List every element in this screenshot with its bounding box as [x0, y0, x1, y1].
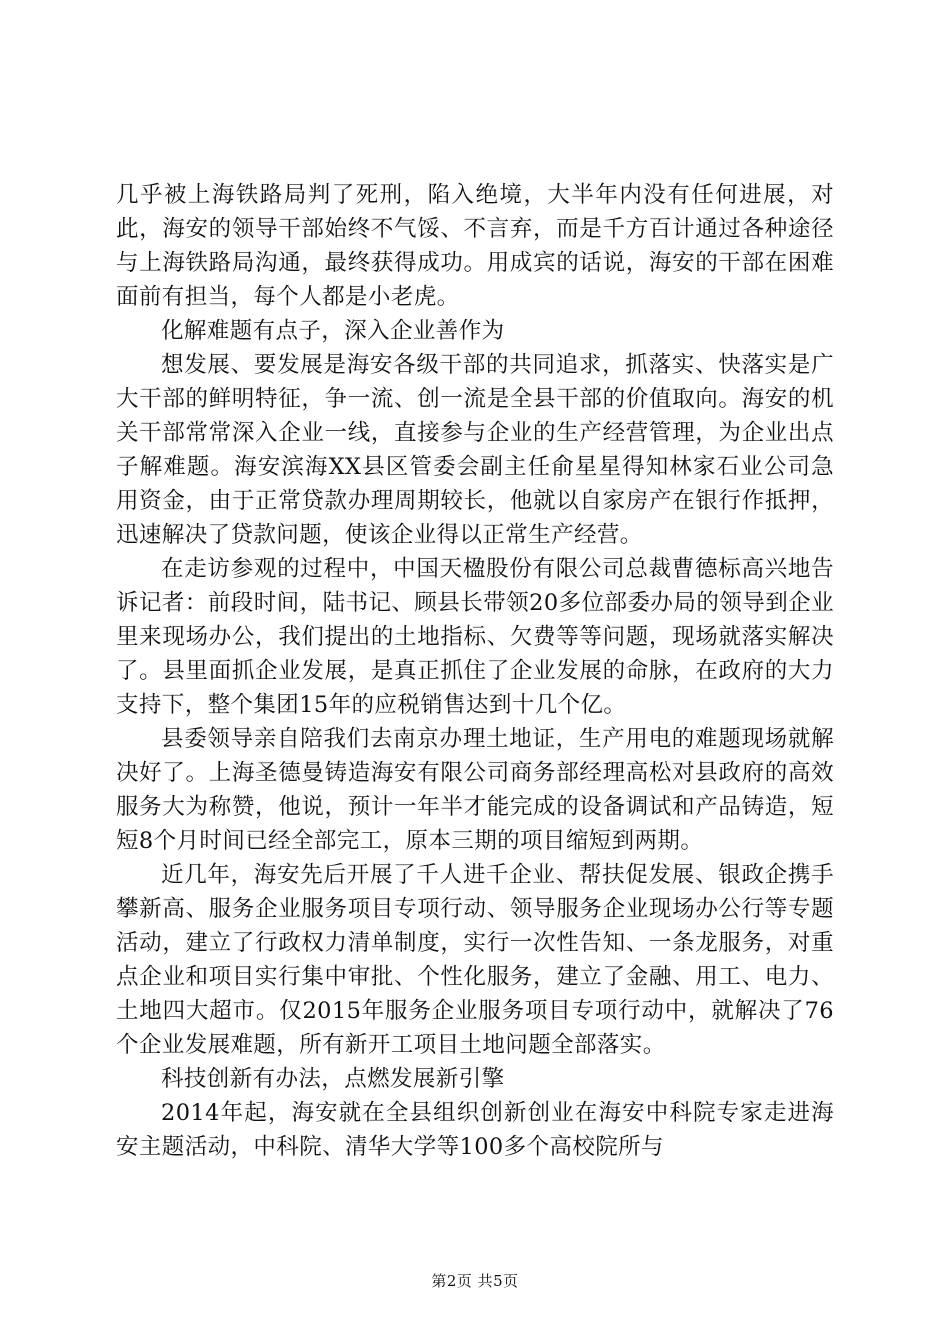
paragraph-continued: 几乎被上海铁路局判了死刑，陷入绝境，大半年内没有任何进展，对此，海安的领导干部始终不气馁、不言弃，而是千方百计通过各种途径与上海铁路局沟通，最终获得成功。用成宾的话说，海安的干部在困难面前有担当，每个人都是小老虎。 [116, 182, 834, 310]
paragraph-tianying-visit: 在走访参观的过程中，中国天楹股份有限公司总裁曹德标高兴地告诉记者：前段时间，陆书记、顾县长带领20多位部委办局的领导到企业里来现场办公，我们提出的土地指标、欠费等等问题，现场就落实解决了。县里面抓企业发展，是真正抓住了企业发展的命脉，在政府的大力支持下，整个集团15年的应税销售达到十几个亿。 [116, 556, 834, 718]
section-heading-problem-solving: 化解难题有点子，深入企业善作为 [161, 318, 505, 344]
paragraph-county-leaders: 县委领导亲自陪我们去南京办理土地证，生产用电的难题现场就解决好了。上海圣德曼铸造海安有限公司商务部经理高松对县政府的高效服务大为称赞，他说，预计一年半才能完成的设备调试和产品铸造，短短8个月时间已经全部完工，原本三期的项目缩短到两期。 [116, 726, 834, 854]
section-heading-innovation: 科技创新有办法，点燃发展新引擎 [161, 1066, 505, 1092]
body-text [116, 178, 834, 1164]
page-footer: 第2页 共5页 [431, 1272, 519, 1290]
paragraph-cadres-pursuit: 想发展、要发展是海安各级干部的共同追求，抓落实、快落实是广大干部的鲜明特征，争一流、创一流是全县干部的价值取向。海安的机关干部常常深入企业一线，直接参与企业的生产经营管理，为企业出点子解难题。海安滨海XX县区管委会副主任俞星星得知林家石业公司急用资金，由于正常贷款办理周期较长，他就以自家房产在银行作抵押，迅速解决了贷款问题，使该企业得以正常生产经营。 [116, 352, 834, 548]
paragraph-recent-years: 近几年，海安先后开展了千人进千企业、帮扶促发展、银政企携手攀新高、服务企业服务项目专项行动、领导服务企业现场办公行等专题活动，建立了行政权力清单制度，实行一次性告知、一条龙服务，对重点企业和项目实行集中审批、个性化服务，建立了金融、用工、电力、土地四大超市。仅2015年服务企业服务项目专项行动中，就解决了76个企业发展难题，所有新开工项目土地问题全部落实。 [116, 862, 834, 1058]
paragraph-2014: 2014年起，海安就在全县组织创新创业在海安中科院专家走进海安主题活动，中科院、清华大学等100多个高校院所与 [116, 1100, 834, 1160]
